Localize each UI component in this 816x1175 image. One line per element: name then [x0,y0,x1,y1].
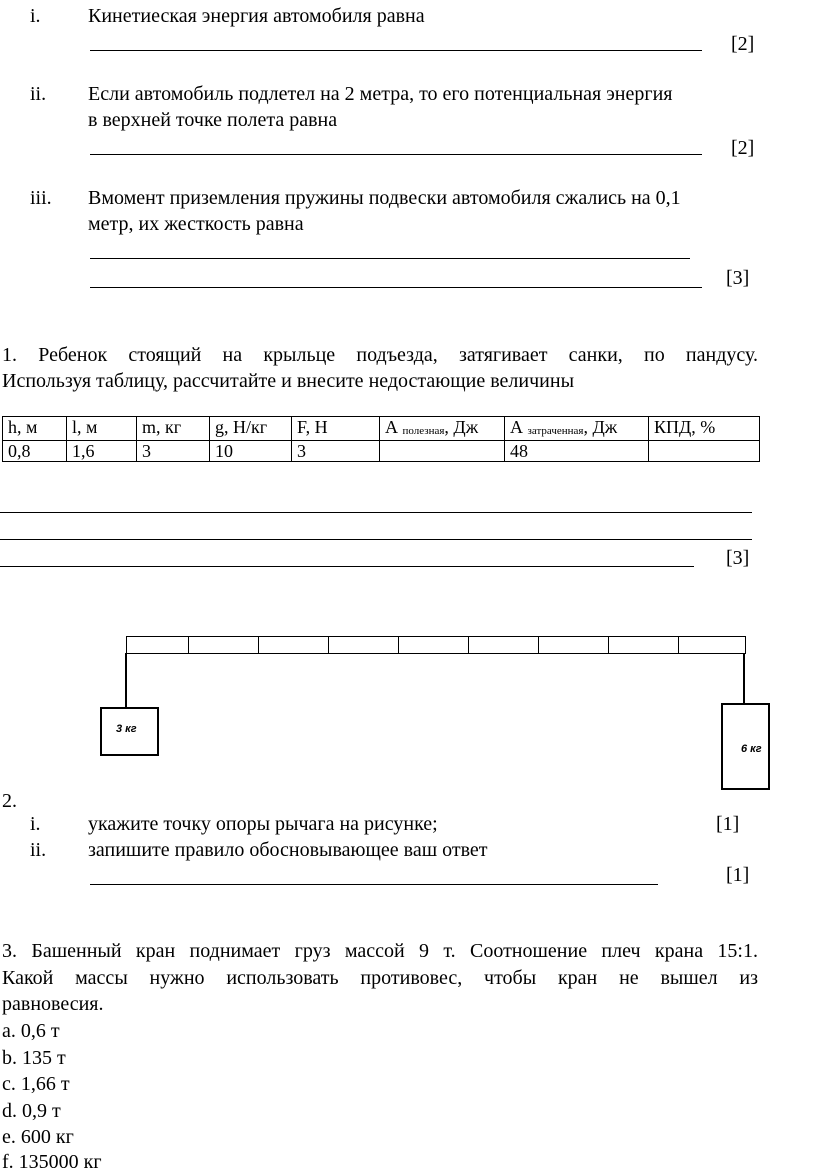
question-i-number: i. [30,5,41,27]
answer-option[interactable]: b. 135 т [2,1047,66,1069]
cell-g: 10 [210,441,292,462]
answer-line[interactable] [90,258,690,259]
lever-segment[interactable] [126,636,189,654]
cell-m: 3 [137,441,210,462]
header-a-spent: А $_{затраченная}$, Дж [505,417,649,441]
answer-option[interactable]: f. 135000 кг [2,1151,102,1173]
left-weight-label: 3 кг [116,723,137,735]
table-header-row [3,417,760,441]
right-weight [721,703,770,790]
question-i-text: Кинетиеская энергия автомобиля равна [88,5,425,27]
cell-a-spent: 48 [505,441,649,462]
mark-iii: [3] [726,267,750,289]
cell-kpd[interactable] [649,441,760,462]
question-iii-line2: метр, их жесткость равна [88,213,304,235]
lever-segment[interactable] [398,636,469,654]
question-iii-line1: Вмомент приземления пружины подвески автомобиля сжались на 0,1 [88,187,681,209]
lever-segment[interactable] [678,636,746,654]
answer-line[interactable] [90,884,658,885]
question-ii-line2: в верхней точке полета равна [88,109,338,131]
left-weight [100,707,159,756]
mark-i: [2] [731,33,755,55]
mark-2-i: [1] [716,813,740,835]
cell-l: 1,6 [67,441,137,462]
answer-option[interactable]: d. 0,9 т [2,1100,61,1122]
lever-segment[interactable] [538,636,609,654]
answer-line[interactable] [90,287,702,288]
answer-line[interactable] [0,566,694,567]
header-kpd: КПД, % [649,417,760,441]
mark-ii: [2] [731,137,755,159]
question-3-line3: равновесия. [2,993,104,1015]
question-3-line2: Какой массы нужно использовать противовес, чтобы кран не вышел из [2,967,758,989]
header-l: l, м [67,417,137,441]
header-g: g, Н/кг [210,417,292,441]
header-a-useful: А $_{полезная}$, Дж [380,417,505,441]
question-2-i-text: укажите точку опоры рычага на рисунке; [88,813,438,835]
cell-a-useful[interactable] [380,441,505,462]
header-m: m, кг [137,417,210,441]
answer-line[interactable] [0,512,752,513]
question-2-ii-text: запишите правило обосновывающее ваш ответ [88,839,488,861]
answer-option[interactable]: c. 1,66 т [2,1073,70,1095]
cell-F: 3 [292,441,380,462]
mark-2-ii: [1] [726,864,750,886]
header-F: F, Н [292,417,380,441]
question-2-ii-number: ii. [30,839,47,861]
mark-q1: [3] [726,547,750,569]
right-weight-label: 6 кг [741,743,762,755]
question-3-line1: 3. Башенный кран поднимает груз массой 9 т. Соотношение плеч крана 15:1. [2,940,758,962]
answer-option[interactable]: e. 600 кг [2,1126,74,1148]
question-2-number: 2. [2,790,17,812]
question-ii-line1: Если автомобиль подлетел на 2 метра, то его потенциальная энергия [88,83,673,105]
table-row [3,441,760,462]
answer-line[interactable] [90,154,702,155]
lever-segment[interactable] [468,636,539,654]
answer-line[interactable] [0,539,752,540]
lever-segment[interactable] [188,636,259,654]
lever-segment[interactable] [258,636,329,654]
question-iii-number: iii. [30,187,52,209]
answer-line[interactable] [90,50,702,51]
header-h: h, м [3,417,67,441]
data-table [2,416,760,462]
lever-segment[interactable] [328,636,399,654]
question-2-i-number: i. [30,813,41,835]
lever-segment[interactable] [608,636,679,654]
question-ii-number: ii. [30,83,47,105]
right-rope [743,653,745,704]
question-1-line1: 1. Ребенок стоящий на крыльце подъезда, затягивает санки, по пандусу. [2,344,758,366]
question-1-line2: Используя таблицу, рассчитайте и внесите недостающие величины [2,370,575,392]
left-rope [125,653,127,708]
answer-option[interactable]: a. 0,6 т [2,1020,60,1042]
cell-h: 0,8 [3,441,67,462]
